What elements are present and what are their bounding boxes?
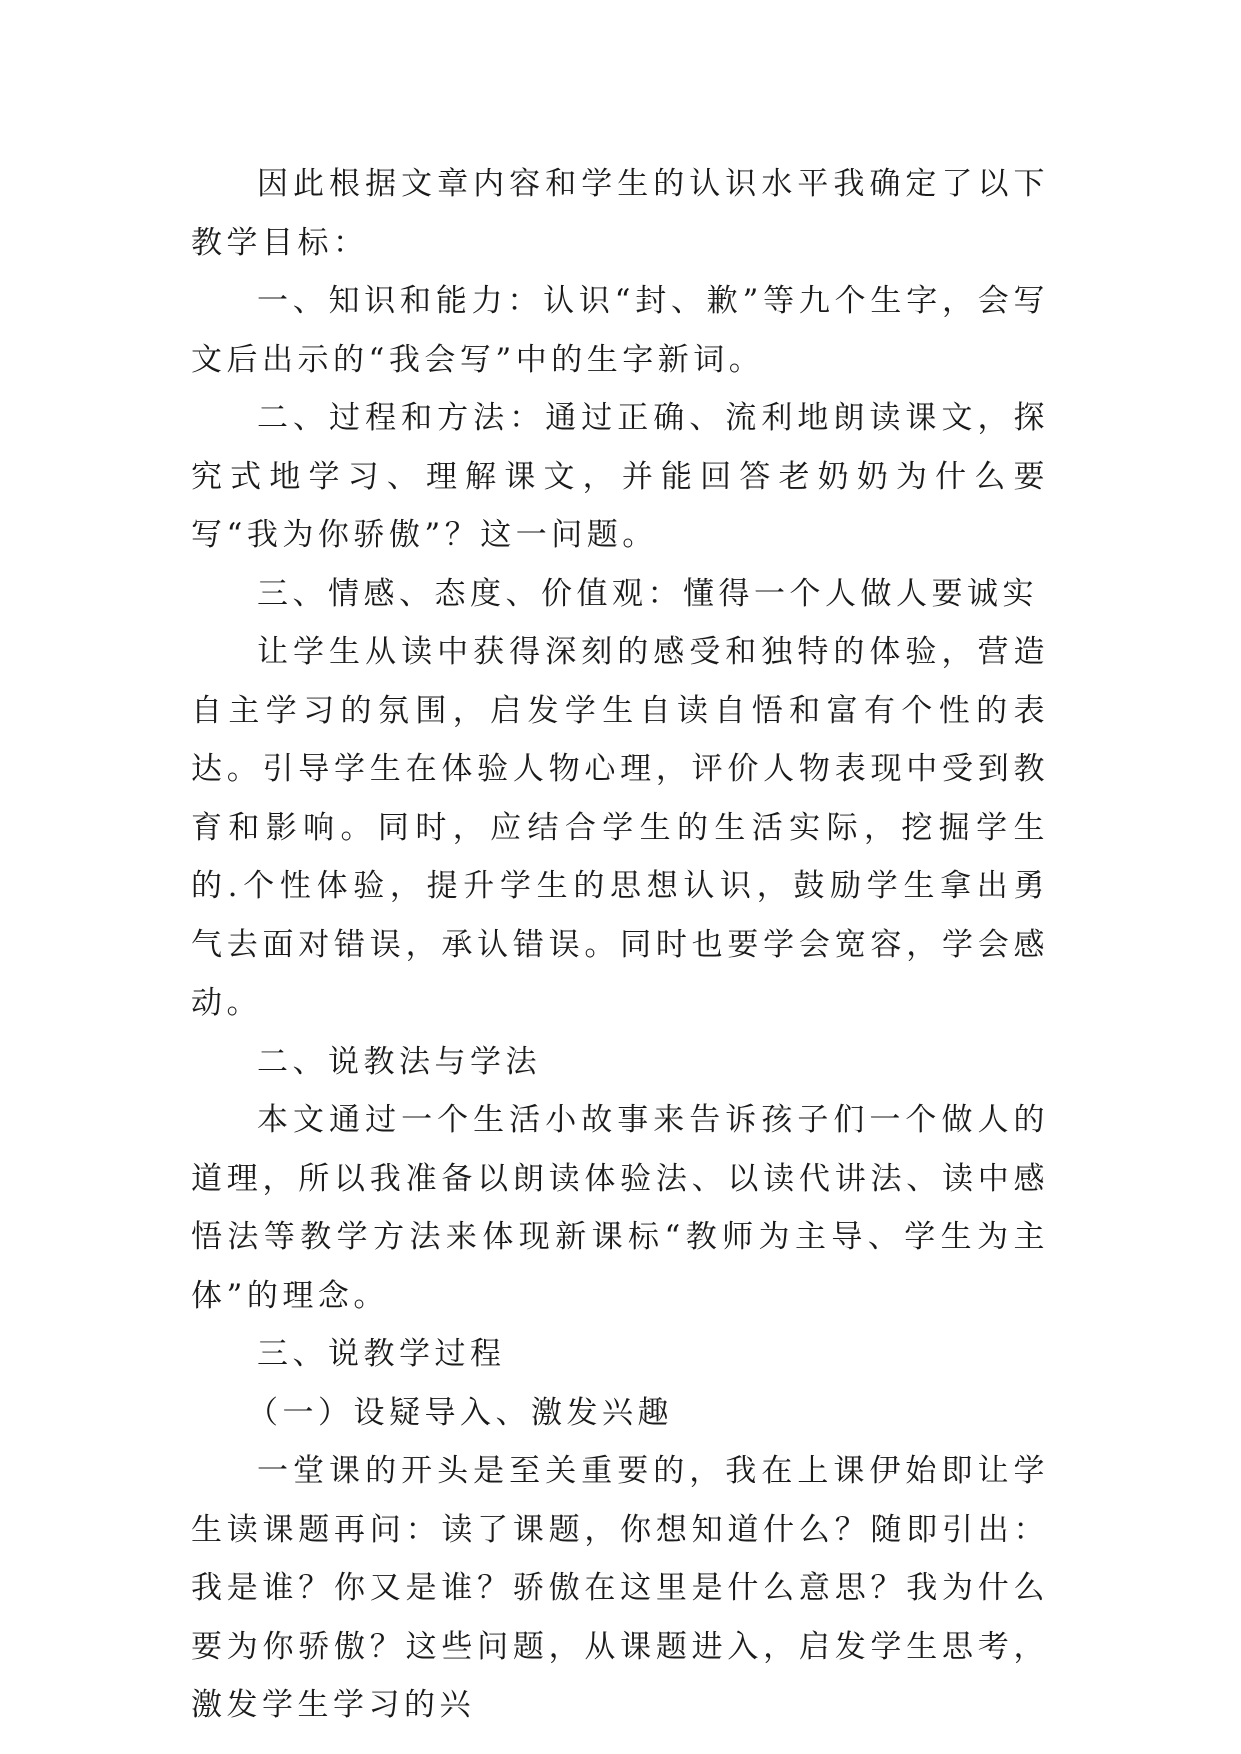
paragraph-goal-emotion: 三、情感、态度、价值观：懂得一个人做人要诚实 xyxy=(257,575,1038,612)
section-heading-process: 三、说教学过程 xyxy=(257,1336,506,1372)
paragraph-methods: 本文通过一个生活小故事来告诉孩子们一个做人的道理，所以我准备以朗读体验法、以读代讲法、读中感悟法等教学方法来体现新课标“教师为主导、学生为主体”的理念。 xyxy=(191,1102,1049,1314)
paragraph-intro: 因此根据文章内容和学生的认识水平我确定了以下教学目标： xyxy=(191,166,1049,261)
section-heading-methods: 二、说教法与学法 xyxy=(257,1043,541,1080)
paragraph-goal-process: 二、过程和方法：通过正确、流利地朗读课文，探究式地学习、理解课文，并能回答老奶奶为什么要写“我为你骄傲”？这一问题。 xyxy=(191,400,1049,553)
paragraph-learning-experience: 让学生从读中获得深刻的感受和独特的体验，营造自主学习的氛围，启发学生自读自悟和富有个性的表达。引导学生在体验人物心理，评价人物表现中受到教育和影响。同时，应结合学生的生活实际，挖掘学生的.个性体验，提升学生的思想认识，鼓励学生拿出勇气去面对错误，承认错误。同时也要学会宽容，学会感动。 xyxy=(191,634,1049,1021)
paragraph-lesson-opening: 一堂课的开头是至关重要的，我在上课伊始即让学生读课题再问：读了课题，你想知道什么？随即引出：我是谁？你又是谁？骄傲在这里是什么意思？我为什么要为你骄傲？这些问题，从课题进入，启发学生思考，激发学生学习的兴 xyxy=(191,1453,1049,1723)
paragraph-goal-knowledge: 一、知识和能力：认识“封、歉”等九个生字，会写文后出示的“我会写”中的生字新词。 xyxy=(191,283,1049,378)
subsection-heading-intro: （一）设疑导入、激发兴趣 xyxy=(247,1394,673,1431)
document-page xyxy=(191,155,1049,1735)
